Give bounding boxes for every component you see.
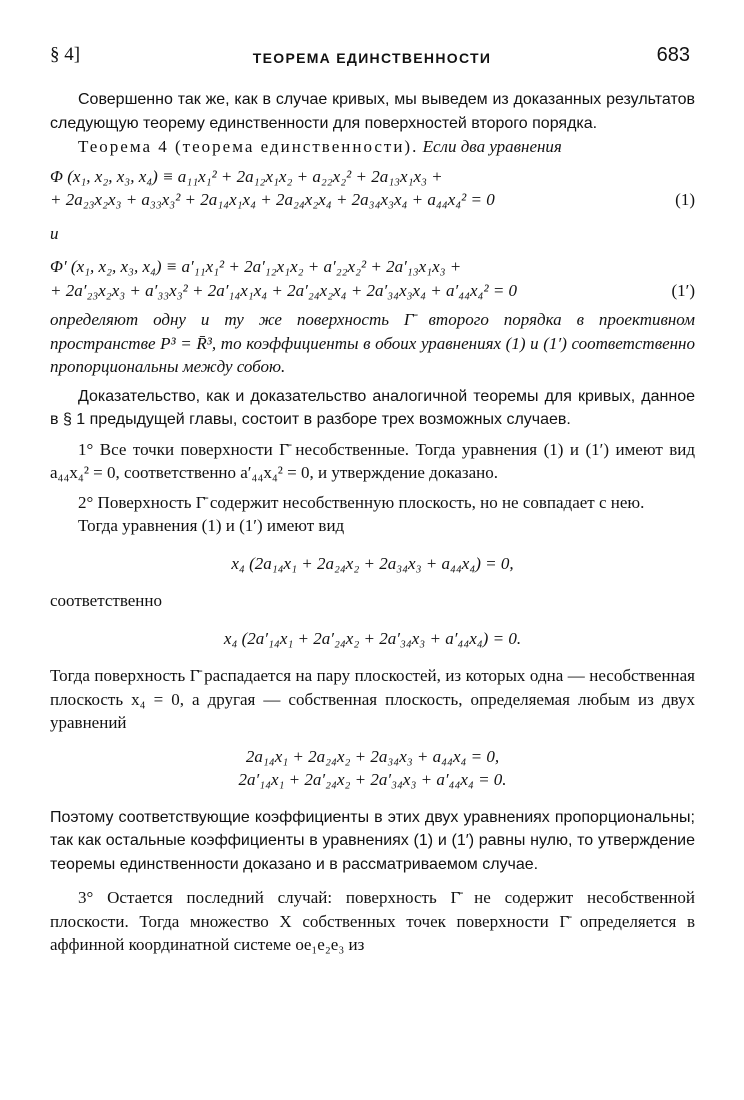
equation-a: x₄ (2a₁₄x₁ + 2a₂₄x₂ + 2a₃₄x₃ + a₄₄x₄) = 0, (231, 553, 514, 573)
case-1: 1° Все точки поверхности Γ̄ несобственные. Тогда уравнения (1) и (1′) имеют вид a₄₄x₄² = 0, соответственно a′₄₄x₄² = 0, и утверждение доказано. (50, 439, 695, 482)
equation-1-line-2: + 2a₂₃x₂x₃ + a₃₃x₃² + 2a₁₄x₁x₄ + 2a₂₄x₂x₄ + 2a₃₄x₃x₄ + a₄₄x₄² = 0 (50, 190, 495, 209)
case-3: 3° Остается последний случай: поверхность Γ̄ не содержит несобственной плоскости. Тогда множество X собственных точек поверхности Γ̄ определяется в аффинной координатной системе oe₁e₂e₃ из (50, 888, 695, 954)
proof-intro: Доказательство, как и доказательство аналогичной теоремы для кривых, данное в § 1 предыдущей главы, состоит в разборе трех возможных случаев. (50, 387, 695, 428)
page-body (50, 88, 695, 957)
equation-2-line-1: Φ′ (x₁, x₂, x₃, x₄) ≡ a′₁₁x₁² + 2a′₁₂x₁x₂ + a′₂₂x₂² + 2a′₁₃x₁x₃ + (50, 257, 462, 276)
equation-2-tag: (1′) (671, 280, 695, 300)
theorem-statement: определяют одну и ту же поверхность Γ̄ второго порядка в проективном пространстве P³ = R̄³, то коэффициенты в обоих уравнениях (1) и (1′) соответственно пропорциональны между собою. (50, 310, 695, 376)
case-2: 2° Поверхность Γ̄ содержит несобственную плоскость, но не совпадает с нею. (78, 492, 645, 512)
equation-1-line-1: Φ (x₁, x₂, x₃, x₄) ≡ a₁₁x₁² + 2a₁₂x₁x₂ + a₂₂x₂² + 2a₁₃x₁x₃ + (50, 166, 443, 186)
equation-d: 2a′₁₄x₁ + 2a′₂₄x₂ + 2a′₃₄x₃ + a′₄₄x₄ = 0. (238, 770, 507, 789)
case-2-split: Тогда поверхность Γ̄ распадается на пару плоскостей, из которых одна — несобственная плоскость x₄ = 0, а другая — собственная плоскость, определяемая любым из двух уравнений (50, 666, 695, 732)
equation-2 (50, 255, 695, 302)
intro-paragraph: Совершенно так же, как в случае кривых, мы выведем из доказанных результатов следующую теорему единственности для поверхностей второго порядка. (50, 91, 695, 132)
equation-b: x₄ (2a′₁₄x₁ + 2a′₂₄x₂ + 2a′₃₄x₃ + a′₄₄x₄) = 0. (223, 628, 522, 648)
conjunction: и (50, 223, 59, 243)
respectively-word: соответственно (50, 591, 163, 610)
equation-c: 2a₁₄x₁ + 2a₂₄x₂ + 2a₃₄x₃ + a₄₄x₄ = 0, (245, 746, 500, 766)
equation-1 (50, 165, 695, 212)
running-title: ТЕОРЕМА ЕДИНСТВЕННОСТИ (252, 50, 492, 66)
case-2-conclusion: Поэтому соответствующие коэффициенты в этих двух уравнениях пропорциональны; так как остальные коэффициенты в уравнениях (1) и (1′) равны нулю, то утверждение теоремы единственности доказано и в рассматриваемом случае. (50, 808, 695, 873)
theorem-label: Теорема 4 (теорема единственности). (78, 137, 419, 156)
equation-2-line-2: + 2a′₂₃x₂x₃ + a′₃₃x₃² + 2a′₁₄x₁x₄ + 2a′₂₄x₂x₄ + 2a′₃₄x₃x₄ + a′₄₄x₄² = 0 (50, 280, 518, 300)
case-2-then: Тогда уравнения (1) и (1′) имеют вид (78, 516, 345, 535)
theorem-lead: Если два уравнения (422, 137, 562, 156)
theorem-heading (50, 135, 695, 159)
equation-1-tag: (1) (675, 190, 695, 209)
page-number: 683 (656, 44, 690, 66)
section-marker: § 4] (50, 44, 81, 65)
